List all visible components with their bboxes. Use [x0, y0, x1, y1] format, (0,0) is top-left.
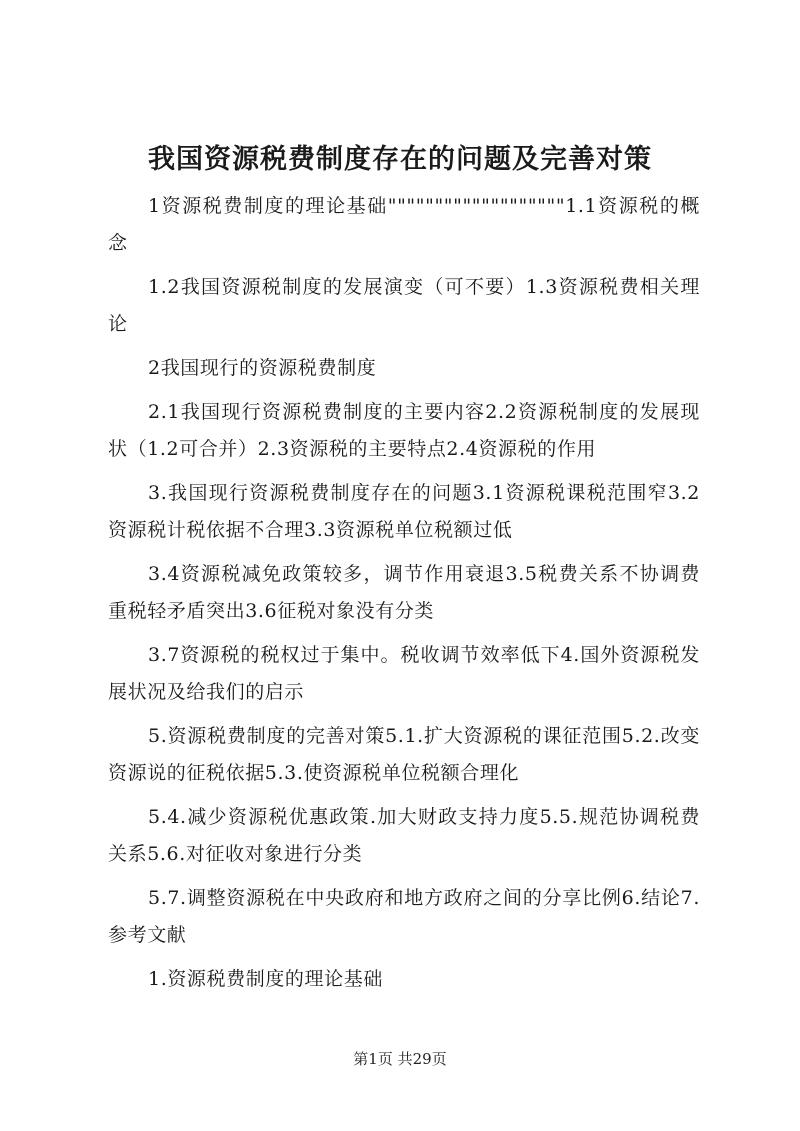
paragraph-6: 3.4资源税减免政策较多，调节作用衰退3.5税费关系不协调费重税轻矛盾突出3.6征税对象没有分类 — [108, 563, 700, 622]
paragraph-4: 2.1我国现行资源税费制度的主要内容2.2资源税制度的发展现状（1.2可合并）2.3资源税的主要特点2.4资源税的作用 — [108, 401, 700, 460]
paragraph-5: 3.我国现行资源税费制度存在的问题3.1资源税课税范围窄3.2资源税计税依据不合理3.3资源税单位税额过低 — [108, 482, 700, 541]
paragraph-10: 5.7.调整资源税在中央政府和地方政府之间的分享比例6.结论7.参考文献 — [108, 887, 700, 946]
paragraph-1: 1资源税费制度的理论基础"""""""""""""""""""1.1资源税的概念 — [108, 195, 700, 254]
paragraph-3: 2我国现行的资源税费制度 — [148, 357, 377, 379]
paragraph-11: 1.资源税费制度的理论基础 — [148, 968, 383, 990]
paragraph-7: 3.7资源税的税权过于集中。税收调节效率低下4.国外资源税发展状况及给我们的启示 — [108, 644, 700, 703]
paragraph-2: 1.2我国资源税制度的发展演变（可不要）1.3资源税费相关理论 — [108, 276, 700, 335]
paragraph-8: 5.资源税费制度的完善对策5.1.扩大资源税的课征范围5.2.改变资源说的征税依据5.3.使资源税单位税额合理化 — [108, 725, 700, 784]
document-body — [108, 188, 700, 1005]
page-number-footer: 第1页 共29页 — [353, 1050, 447, 1068]
paragraph-9: 5.4.减少资源税优惠政策.加大财政支持力度5.5.规范协调税费关系5.6.对征收对象进行分类 — [108, 806, 700, 865]
document-title: 我国资源税费制度存在的问题及完善对策 — [148, 144, 652, 175]
